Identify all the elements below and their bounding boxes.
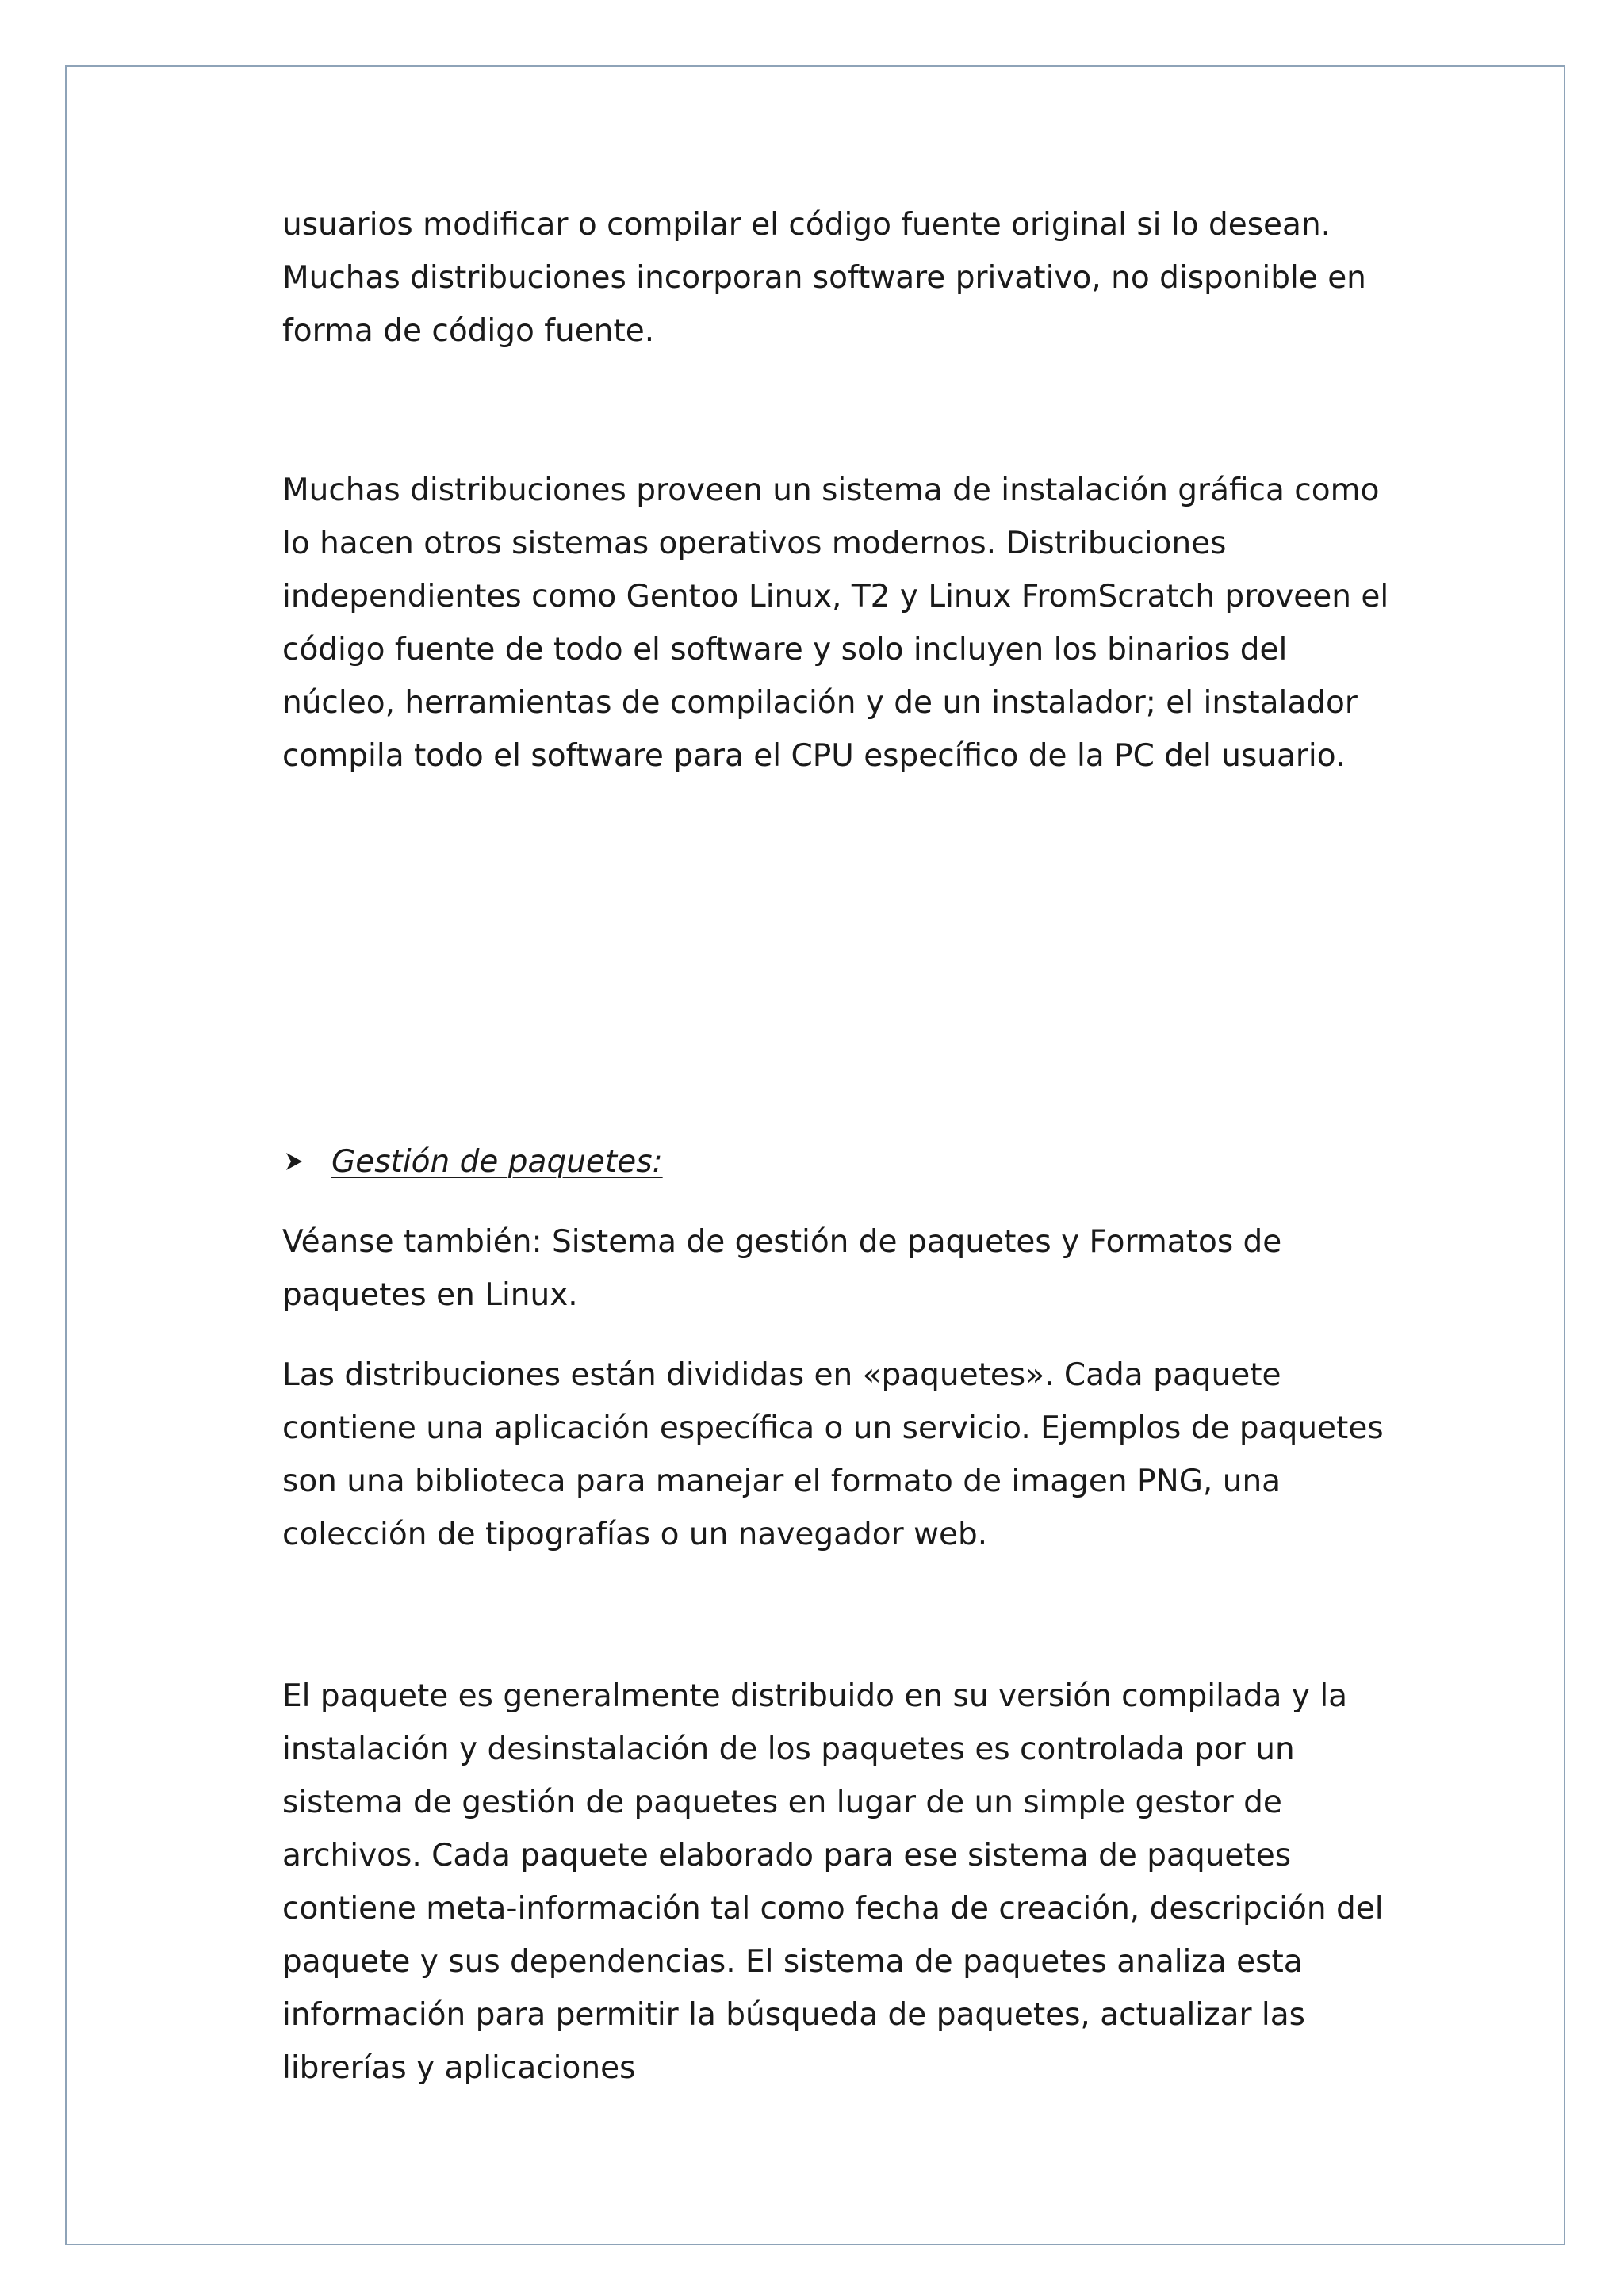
paragraph-see-also: Véanse también: Sistema de gestión de paquetes y Formatos de paquetes en Linux. (282, 1224, 1282, 1313)
section-title: Gestión de paquetes: (331, 1144, 663, 1180)
paragraph-installation: Muchas distribuciones proveen un sistema de instalación gráfica como lo hacen otros sistemas operativos modernos. Distribuciones independientes como Gentoo Linux, T2 y Linux FromScratch proveen el código fuente de todo el software y solo incluyen los binarios del núcleo, herramientas de compilación y de un instalador; el instalador compila todo el software para el CPU específico de la PC del usuario. (282, 473, 1389, 774)
section-heading (282, 1135, 663, 1188)
paragraph-package-management: El paquete es generalmente distribuido en su versión compilada y la instalación y desinstalación de los paquetes es controlada por un sistema de gestión de paquetes en lugar de un simple gestor de archivos. Cada paquete elaborado para ese sistema de paquetes contiene meta-información tal como fecha de creación, descripción del paquete y sus dependencias. El sistema de paquetes analiza esta información para permitir la búsqueda de paquetes, actualizar las librerías y aplicaciones (282, 1678, 1384, 2086)
paragraph-intro: usuarios modificar o compilar el código fuente original si lo desean. Muchas distribuciones incorporan software privativo, no disponible en forma de código fuente. (282, 207, 1366, 349)
arrow-bullet-icon (282, 1135, 331, 1188)
paragraph-packages: Las distribuciones están divididas en «paquetes». Cada paquete contiene una aplicación específica o un servicio. Ejemplos de paquetes son una biblioteca para manejar el formato de imagen PNG, una colección de tipografías o un navegador web. (282, 1357, 1384, 1552)
